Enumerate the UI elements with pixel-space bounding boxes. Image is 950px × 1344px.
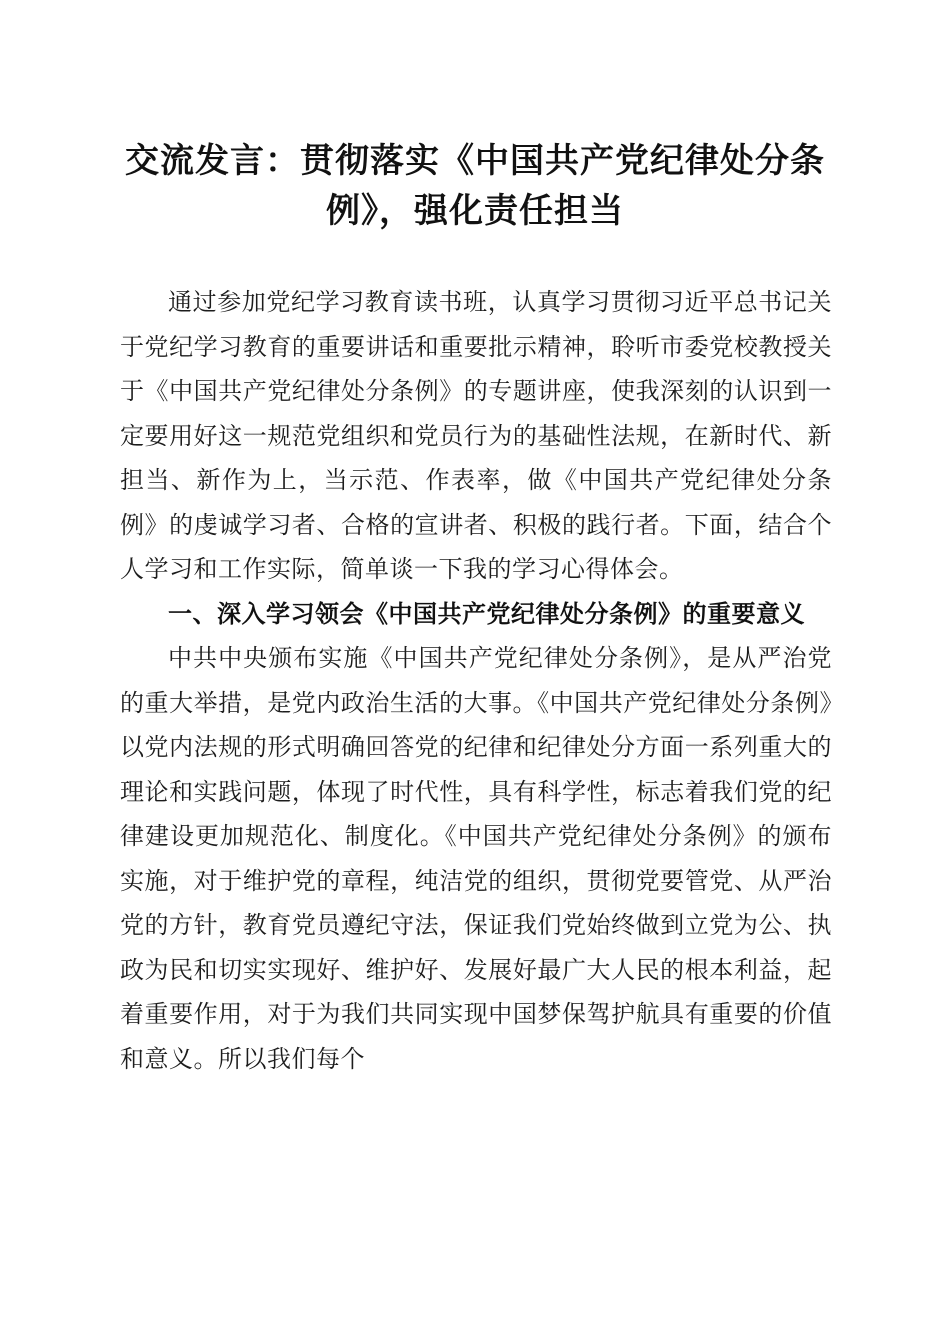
section-paragraph: 中共中央颁布实施《中国共产党纪律处分条例》，是从严治党的重大举措，是党内政治生活的大事。《中国共产党纪律处分条例》以党内法规的形式明确回答党的纪律和纪律处分方面一系列重大的理论和实践问题，体现了时代性，具有科学性，标志着我们党的纪律建设更加规范化、制度化。《中国共产党纪律处分条例》的颁布实施，对于维护党的章程，纯洁党的组织，贯彻党要管党、从严治党的方针，教育党员遵纪守法，保证我们党始终做到立党为公、执政为民和切实实现好、维护好、发展好最广大人民的根本利益，起着重要作用，对于为我们共同实现中国梦保驾护航具有重要的价值和意义。所以我们每个 [120,644,832,1073]
intro-paragraph: 通过参加党纪学习教育读书班，认真学习贯彻习近平总书记关于党纪学习教育的重要讲话和重要批示精神，聆听市委党校教授关于《中国共产党纪律处分条例》的专题讲座，使我深刻的认识到一定要用好这一规范党组织和党员行为的基础性法规，在新时代、新担当、新作为上，当示范、作表率，做《中国共产党纪律处分条例》的虔诚学习者、合格的宣讲者、积极的践行者。下面，结合个人学习和工作实际，简单谈一下我的学习心得体会。 [120,288,832,583]
page-title: 交流发言：贯彻落实《中国共产党纪律处分条例》，强化责任担当 [125,141,825,231]
document-body [120,280,832,1081]
section-heading: 一、深入学习领会《中国共产党纪律处分条例》的重要意义 [168,599,805,628]
